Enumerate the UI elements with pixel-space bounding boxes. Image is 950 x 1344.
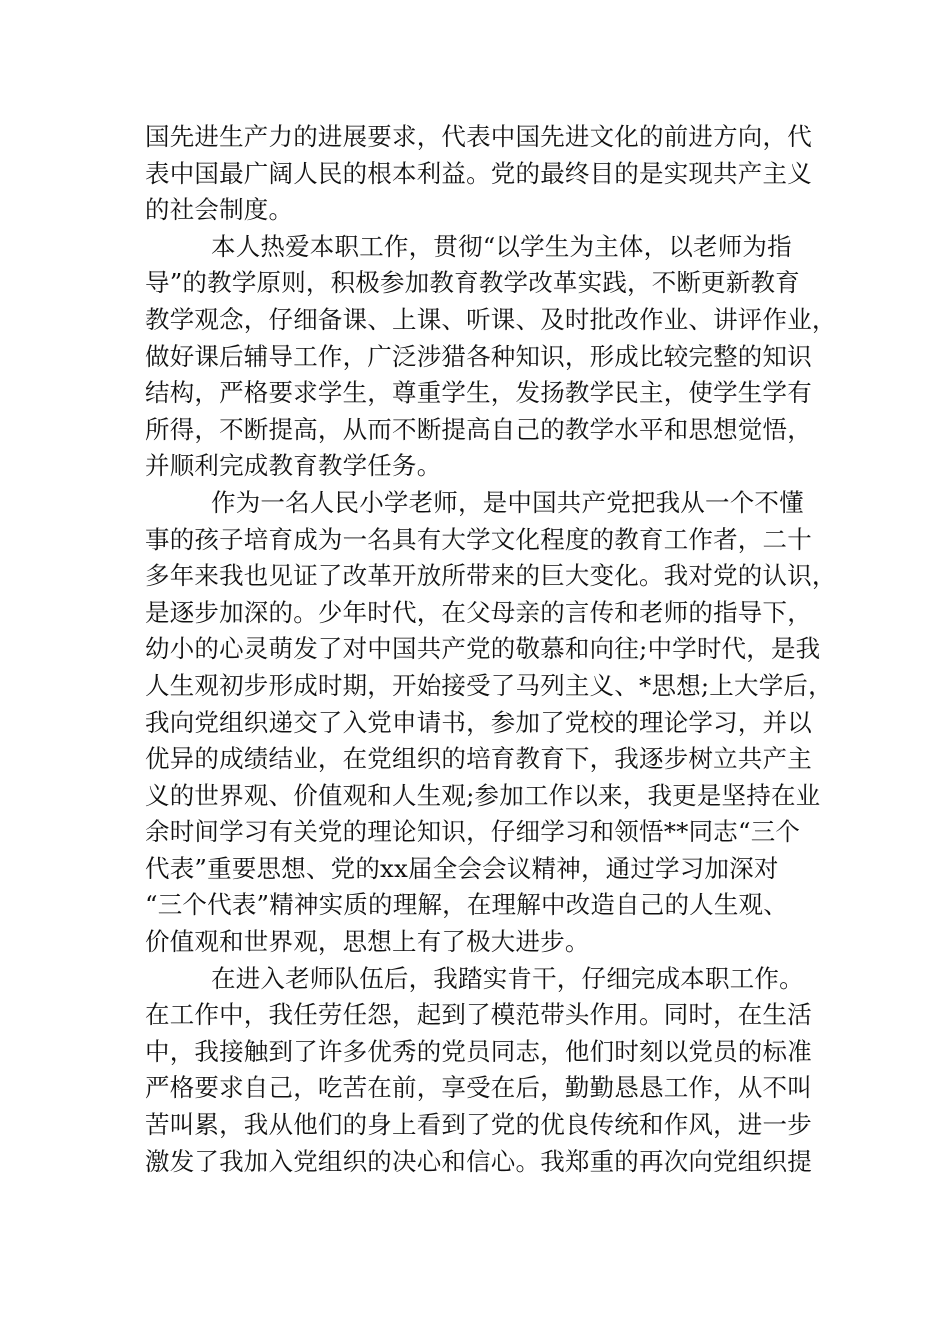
- text-line: 国先进生产力的进展要求，代表中国先进文化的前进方向，代: [145, 122, 812, 151]
- text-line: 表中国最广阔人民的根本利益。党的最终目的是实现共产主义: [145, 158, 812, 188]
- text-line: 本人热爱本职工作，贯彻“以学生为主体，以老师为指: [211, 231, 792, 261]
- text-line: 我向党组织递交了入党申请书，参加了党校的理论学习，并以: [145, 707, 812, 737]
- text-line: 并顺利完成教育教学任务。: [145, 451, 442, 481]
- text-line: “三个代表”精神实质的理解，在理解中改造自己的人生观、: [145, 890, 788, 920]
- text-line: 余时间学习有关党的理论知识，仔细学习和领悟**同志“三个: [145, 817, 801, 847]
- text-line: 多年来我也见证了改革开放所带来的巨大变化。我对党的认识，: [145, 561, 837, 591]
- paragraph: [145, 229, 837, 485]
- text-line: 人生观初步形成时期，开始接受了马列主义、*思想;上大学后，: [145, 670, 833, 700]
- text-line: 事的孩子培育成为一名具有大学文化程度的教育工作者，二十: [145, 524, 812, 554]
- text-line: 价值观和世界观，思想上有了极大进步。: [145, 927, 590, 957]
- paragraph: [145, 961, 812, 1181]
- text-line: 苦叫累，我从他们的身上看到了党的优良传统和作风，进一步: [145, 1110, 812, 1140]
- text-line: 幼小的心灵萌发了对中国共产党的敬慕和向往;中学时代，是我: [145, 634, 821, 664]
- text-line: 导”的教学原则，积极参加教育教学改革实践，不断更新教育: [145, 268, 800, 298]
- text-line: 的社会制度。: [145, 195, 294, 225]
- text-line: 严格要求自己，吃苦在前，享受在后，勤勤恳恳工作，从不叫: [145, 1073, 812, 1103]
- text-line: 做好课后辅导工作，广泛涉猎各种知识，形成比较完整的知识: [145, 341, 812, 371]
- text-line: 在工作中，我任劳任怨，起到了模范带头作用。同时，在生活: [145, 1000, 812, 1030]
- document-body: [145, 119, 837, 1180]
- text-line: 是逐步加深的。少年时代，在父母亲的言传和老师的指导下，: [145, 597, 812, 627]
- paragraph: [145, 119, 812, 229]
- text-line: 教学观念，仔细备课、上课、听课、及时批改作业、讲评作业，: [145, 304, 837, 334]
- text-line: 优异的成绩结业，在党组织的培育教育下，我逐步树立共产主: [145, 744, 812, 774]
- paragraph: [145, 485, 837, 961]
- text-line: 作为一名人民小学老师，是中国共产党把我从一个不懂: [211, 487, 804, 517]
- text-line: 激发了我加入党组织的决心和信心。我郑重的再次向党组织提: [145, 1146, 812, 1176]
- text-line: 所得，不断提高，从而不断提高自己的教学水平和思想觉悟，: [145, 414, 812, 444]
- text-line: 在进入老师队伍后，我踏实肯干，仔细完成本职工作。: [211, 963, 804, 993]
- text-line: 中，我接触到了许多优秀的党员同志，他们时刻以党员的标准: [145, 1036, 812, 1066]
- text-line: 义的世界观、价值观和人生观;参加工作以来，我更是坚持在业: [145, 780, 821, 810]
- text-line: 代表”重要思想、党的xx届全会会议精神，通过学习加深对: [145, 853, 779, 883]
- text-line: 结构，严格要求学生，尊重学生，发扬教学民主，使学生学有: [145, 378, 812, 408]
